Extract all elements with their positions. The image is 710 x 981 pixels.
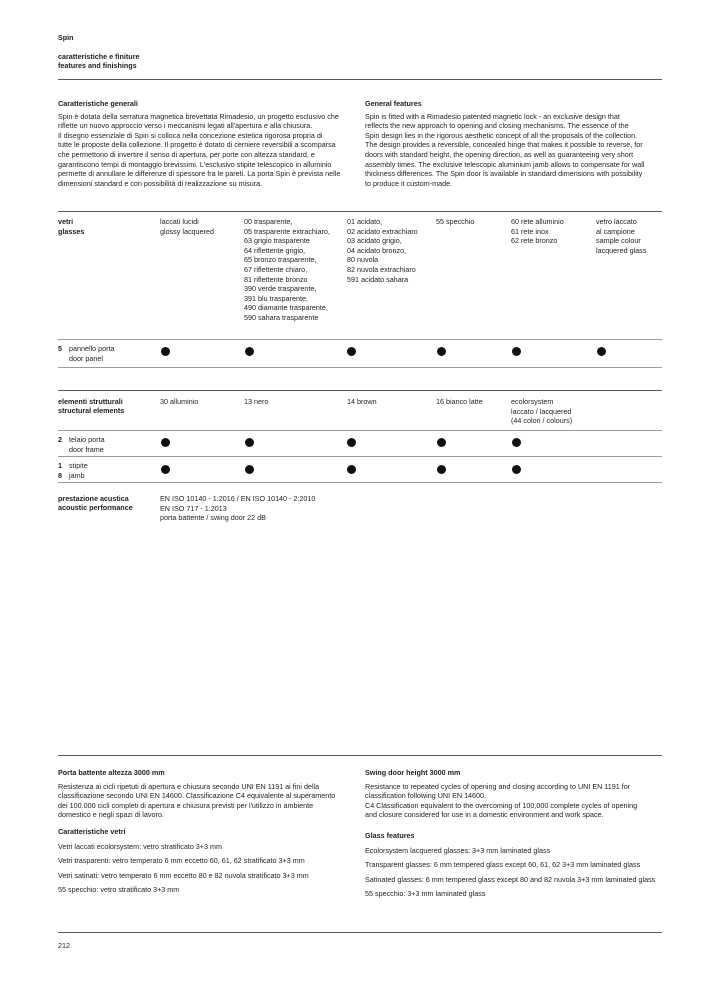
door-panel-number: 5 xyxy=(58,344,62,353)
divider xyxy=(58,79,662,80)
glasses-col-mirror: 55 specchio xyxy=(436,217,475,226)
glasses-col-sample: vetro laccato al campione sample colour lacquered glass xyxy=(596,217,647,255)
page-subtitle-en: features and finishings xyxy=(58,61,137,70)
bottom-en-section xyxy=(365,768,665,899)
availability-dot xyxy=(597,347,606,356)
jamb-number: 1 8 xyxy=(58,461,62,480)
availability-dot xyxy=(245,438,254,447)
structural-col-ecolorsystem: ecolorsystem laccato / lacquered (44 colori / colours) xyxy=(511,397,573,426)
availability-dot xyxy=(161,347,170,356)
availability-dot xyxy=(161,438,170,447)
acoustic-text: EN ISO 10140 - 1:2016 / EN ISO 10140 - 2:2010 EN ISO 717 - 1:2013 porta battente / swing door 22 dB xyxy=(160,494,316,523)
glass-line: Ecolorsystem lacquered glasses: 3+3 mm laminated glass xyxy=(365,845,551,855)
general-it-text: Spin è dotata della serratura magnetica brevettata Rimadesio, un progetto esclusivo che riflette un nuovo approccio verso i meccanismi legati all'apertura e alla chiusura. Il disegno essenziale di Spin si colloca nella concezione estetica rigorosa propria di tutte le proposte della collezione. Il progetto è dotato di cerniere reversibili a scomparsa che permettono di invertire il senso di apertura, per porte con altezza standard, e garantiscono tempi di montaggio brevissimi. L'esclusivo stipite telescopico in alluminio permette di annullare le differenze di spessore fra le pareti. La porta Spin è prevista nelle dimensioni standard e con possibilità di realizzazione su misura. xyxy=(58,111,341,188)
glass-line: Vetri trasparenti: vetro temperato 6 mm eccetto 60, 61, 62 stratificato 3+3 mm xyxy=(58,856,305,866)
availability-dot xyxy=(347,347,356,356)
bottom-it-text: Resistenza ai cicli ripetuti di apertura e chiusura secondo UNI EN 1191 ai fini della classificazione secondo UNI EN 14600. Classificazione C4 equivalente al superamento dei 100.000 cicli completi di apertura e chiusura previsti per l'utilizzo in ambiente domestico e negli spazi di lavoro. xyxy=(58,781,336,820)
divider xyxy=(58,367,662,368)
availability-dot xyxy=(347,465,356,474)
door-panel-label: pannello porta door panel xyxy=(69,344,115,363)
glasses-col-lacquered: laccati lucidi glossy lacquered xyxy=(160,217,214,236)
acoustic-label-en: acoustic performance xyxy=(58,503,133,512)
structural-col-white: 16 bianco latte xyxy=(436,397,483,406)
bottom-it-section xyxy=(58,768,358,895)
glasses-label-en: glasses xyxy=(58,227,85,236)
page-subtitle-it: caratteristiche e finiture xyxy=(58,52,140,61)
structural-col-aluminium: 30 alluminio xyxy=(160,397,199,406)
availability-dot xyxy=(245,465,254,474)
availability-dot xyxy=(437,347,446,356)
divider xyxy=(58,932,662,933)
door-frame-number: 2 xyxy=(58,435,62,444)
availability-dot xyxy=(245,347,254,356)
divider xyxy=(58,482,662,483)
divider xyxy=(58,456,662,457)
divider xyxy=(58,430,662,431)
bottom-en-heading: Swing door height 3000 mm xyxy=(365,768,461,777)
glasses-col-mesh: 60 rete alluminio 61 rete inox 62 rete bronzo xyxy=(511,217,564,246)
glass-line: Transparent glasses: 6 mm tempered glass except 60, 61, 62 3+3 mm laminated glass xyxy=(365,860,641,870)
availability-dot xyxy=(437,438,446,447)
page-number: 212 xyxy=(58,941,70,950)
divider xyxy=(58,211,662,212)
availability-dot xyxy=(512,438,521,447)
glass-line: Satinated glasses: 6 mm tempered glass except 80 and 82 nuvola 3+3 mm laminated glass xyxy=(365,874,656,884)
structural-label-it: elementi strutturali xyxy=(58,397,123,406)
availability-dot xyxy=(512,465,521,474)
availability-dot xyxy=(161,465,170,474)
general-it-heading: Caratteristiche generali xyxy=(58,99,138,108)
glass-line: Vetri satinati: vetro temperato 6 mm eccetto 80 e 82 nuvola stratificato 3+3 mm xyxy=(58,870,309,880)
structural-col-black: 13 nero xyxy=(244,397,269,406)
door-frame-label: telaio porta door frame xyxy=(69,435,105,454)
glass-line: 55 specchio: 3+3 mm laminated glass xyxy=(365,889,486,899)
general-en-section xyxy=(365,99,665,188)
divider xyxy=(58,339,662,340)
glasses-col-acid: 01 acidato, 02 acidato extrachiaro 03 acidato grigio, 04 acidato bronzo, 80 nuvola 82 nuvola extrachiaro 591 acidato sahara xyxy=(347,217,418,284)
bottom-en-text: Resistance to repeated cycles of opening and closing according to UNI EN 1191 for classification following UNI EN 14600. C4 Classification equivalent to the overcoming of 100,000 complete cycles of opening and closure considered for use in a domestic environment and work space. xyxy=(365,781,638,820)
availability-dot xyxy=(512,347,521,356)
divider xyxy=(58,755,662,756)
availability-dot xyxy=(347,438,356,447)
glasses-col-transparent: 00 trasparente, 05 trasparente extrachiaro, 63 grigio trasparente 64 riflettente grigio, 65 bronzo trasparente, 67 riflettente chiaro, 81 riflettente bronzo 390 verde trasparente, 391 blu trasparente, 490 diamante trasparente, 590 sahara trasparente xyxy=(244,217,330,322)
page-title: Spin xyxy=(58,33,74,42)
general-it-section xyxy=(58,99,358,188)
bottom-en-glass-heading: Glass features xyxy=(365,830,415,840)
structural-col-brown: 14 brown xyxy=(347,397,377,406)
jamb-label: stipite jamb xyxy=(69,461,88,480)
bottom-it-heading: Porta battente altezza 3000 mm xyxy=(58,768,165,777)
glass-line: 55 specchio: vetro stratificato 3+3 mm xyxy=(58,885,180,895)
availability-dot xyxy=(437,465,446,474)
general-en-text: Spin is fitted with a Rimadesio patented magnetic lock - an exclusive design that reflects the new approach to opening and closing mechanisms. The essence of the Spin design lies in the rigorous aesthetic concept of all the proposals of the collection. The design provides a reversible, concealed hinge that makes it possible to reverse, for doors with standard height, the opening direction, as well as guaranteeing very short assembly times. The exclusive telescopic aluminium jamb allows to compensate for wall thickness differences. The Spin door is available in standard dimensions with possibility to produce it custom-made. xyxy=(365,111,645,188)
structural-label-en: structural elements xyxy=(58,406,125,415)
glasses-label-it: vetri xyxy=(58,217,74,226)
bottom-it-glass-heading: Caratteristiche vetri xyxy=(58,826,126,836)
divider xyxy=(58,390,662,391)
acoustic-label-it: prestazione acustica xyxy=(58,494,129,503)
glass-line: Vetri laccati ecolorsystem: vetro stratificato 3+3 mm xyxy=(58,841,222,851)
general-en-heading: General features xyxy=(365,99,422,108)
